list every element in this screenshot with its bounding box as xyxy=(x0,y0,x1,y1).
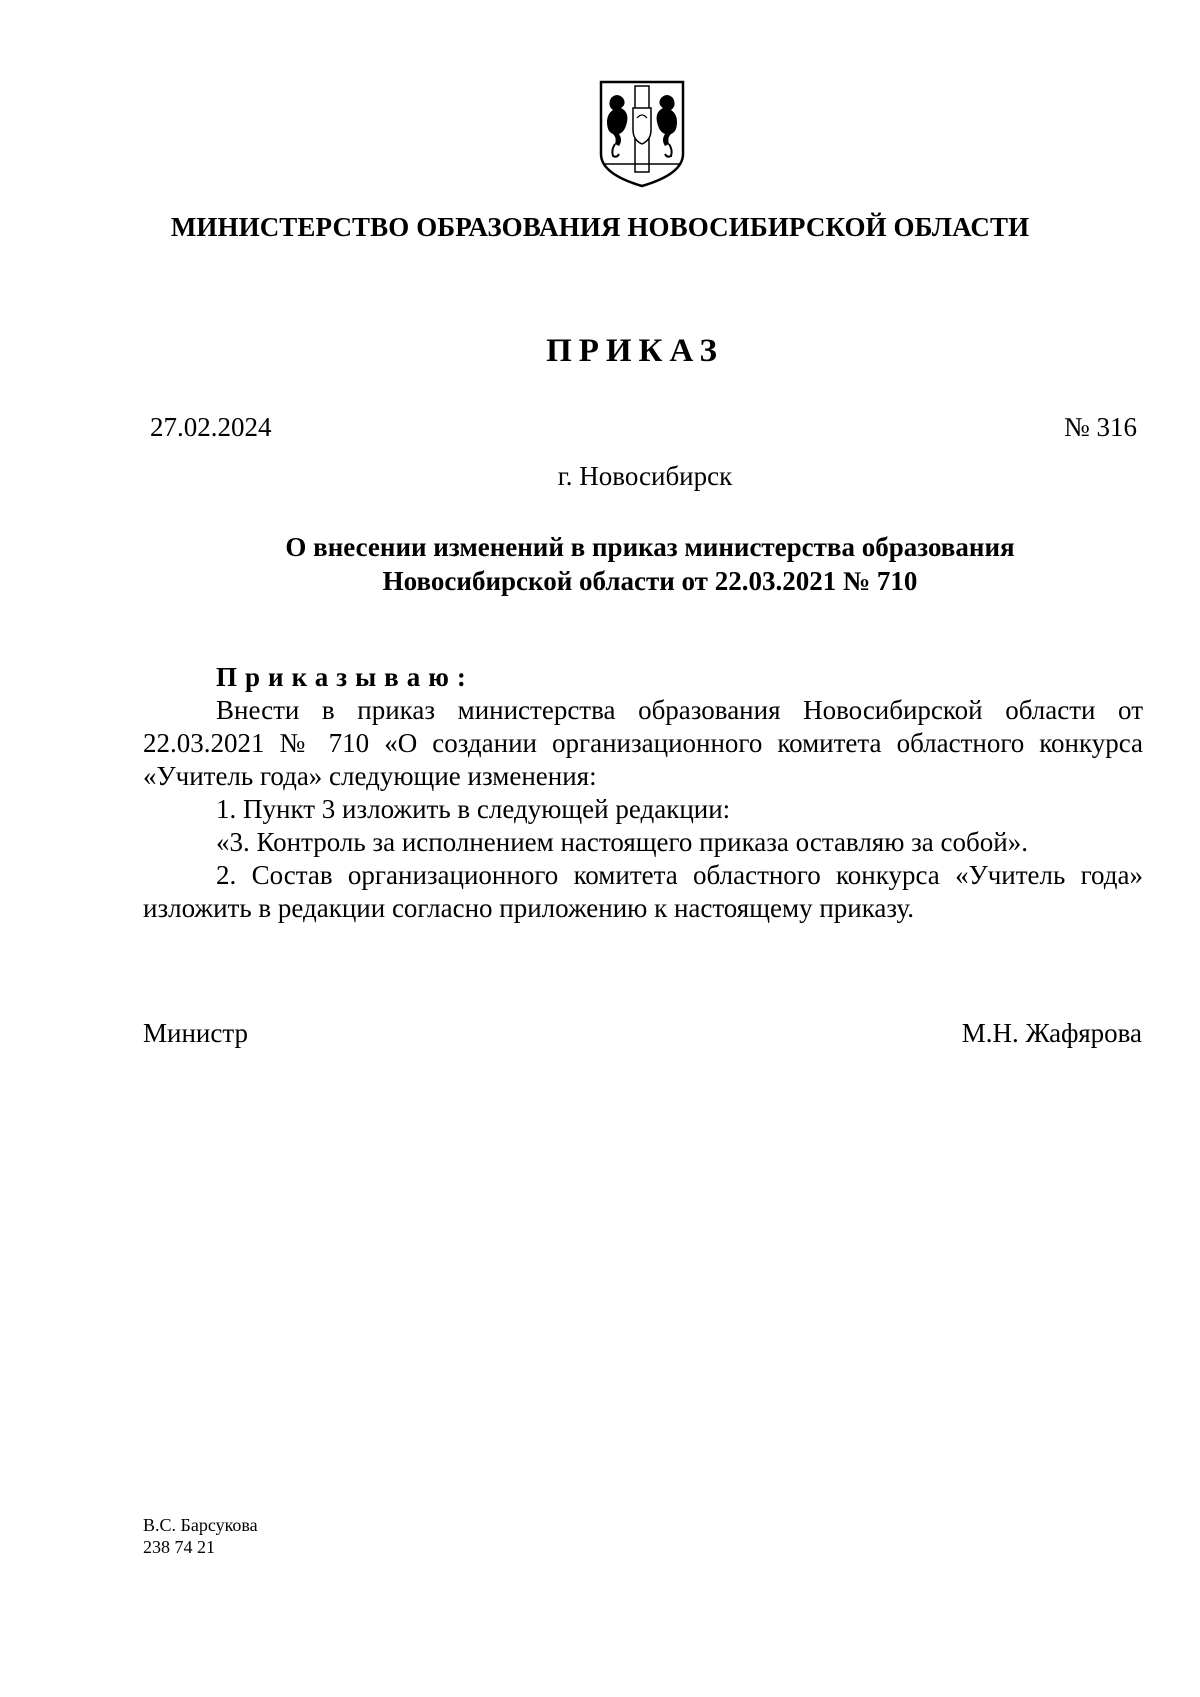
document-date: 27.02.2024 xyxy=(150,412,272,442)
executor-name: В.С. Барсукова xyxy=(143,1515,258,1535)
ministry-name: МИНИСТЕРСТВО ОБРАЗОВАНИЯ НОВОСИБИРСКОЙ ОБЛАСТИ xyxy=(170,212,1030,242)
paragraph-3: «3. Контроль за исполнением настоящего приказа оставляю за собой». xyxy=(216,827,1028,857)
order-word: Приказываю: xyxy=(216,662,474,692)
subject-line-2: Новосибирской области от 22.03.2021 № 710 xyxy=(382,566,918,596)
order-heading xyxy=(143,661,1143,694)
paragraph-1: Внести в приказ министерства образования Новосибирской области от 22.03.2021 № 710 «О создании организационного комитета областного конкурса «Учитель года» следующие изменения: xyxy=(143,695,1143,791)
paragraph-2: 1. Пункт 3 изложить в следующей редакции: xyxy=(216,794,731,824)
executor-block xyxy=(143,1514,258,1558)
document-body xyxy=(143,661,1143,925)
document-subject xyxy=(140,530,1160,598)
document-type: ПРИКАЗ xyxy=(546,333,724,369)
signer-role: Министр xyxy=(143,1018,248,1048)
document-city: г. Новосибирск xyxy=(557,461,733,491)
executor-phone: 238 74 21 xyxy=(143,1537,215,1557)
coat-of-arms-icon xyxy=(597,78,687,190)
paragraph-4: 2. Состав организационного комитета областного конкурса «Учитель года» изложить в редакции согласно приложению к настоящему приказу. xyxy=(143,860,1143,923)
document-number: № 316 xyxy=(1063,412,1137,442)
signer-name: М.Н. Жафярова xyxy=(961,1018,1142,1048)
subject-line-1: О внесении изменений в приказ министерства образования xyxy=(285,532,1015,562)
